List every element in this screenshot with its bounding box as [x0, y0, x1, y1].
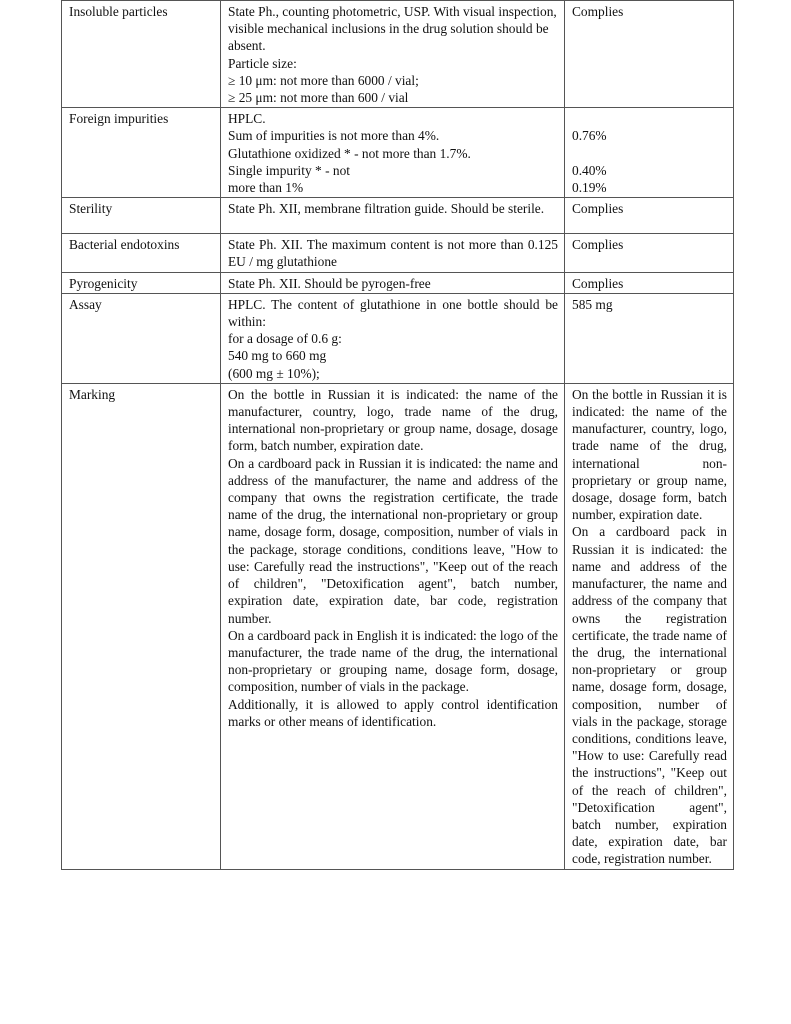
method-line: (600 mg ± 10%);	[228, 365, 320, 381]
method-cell	[221, 198, 565, 234]
result-cell	[565, 1, 734, 108]
table-row	[62, 234, 734, 272]
table-row	[62, 383, 734, 869]
specification-table	[61, 0, 734, 870]
result-cell	[565, 108, 734, 198]
result-cell	[565, 198, 734, 234]
result-paragraph: On a cardboard pack in Russian it is indicated: the name and address of the manufacturer, the name and address of the company that owns the registration certificate, the trade name of the drug, the international non-proprietary or group name, dosage form, dosage, composition, number of vials in the package, storage conditions, conditions leave, "How to use: Carefully read the instructions", "Keep out of the reach of children", "Detoxification agent", batch number, expiration date, expiration date, bar code, registration number.	[572, 524, 727, 867]
method-paragraph: On a cardboard pack in Russian it is indicated: the name and address of the manufacturer, the name and address of the company that owns the registration certificate, the trade name of the drug, the international non-proprietary or group name, dosage form, dosage, composition, number of vials in the package, storage conditions, conditions leave, "How to use: Carefully read the instructions", "Keep out of the reach of children", "Detoxification agent", batch number, expiration date, expiration date, bar code, registration number.	[228, 455, 558, 626]
indicator-cell	[62, 198, 221, 234]
indicator-label: Assay	[69, 296, 102, 312]
result-value: Complies	[572, 237, 624, 253]
method-cell	[221, 1, 565, 108]
result-value: Complies	[572, 201, 624, 217]
method-line: Particle size:	[228, 55, 297, 71]
result-value: Complies	[572, 275, 624, 291]
method-cell	[221, 383, 565, 869]
table-row	[62, 108, 734, 198]
table-row	[62, 293, 734, 383]
result-paragraph: On the bottle in Russian it is indicated: the name of the manufacturer, country, logo, trade name of the drug, international non-proprietary or group name, dosage, dosage form, batch number, expiration date.	[572, 386, 727, 523]
method-line: State Ph., counting photometric, USP. With visual inspection, visible mechanical inclusions in the drug solution should be absent.	[228, 4, 557, 54]
indicator-label: Pyrogenicity	[69, 275, 138, 291]
table-row	[62, 1, 734, 108]
method-paragraph: Additionally, it is allowed to apply control identification marks or other means of identification.	[228, 696, 558, 729]
method-cell	[221, 108, 565, 198]
method-line: HPLC.	[228, 111, 266, 127]
method-paragraph: On the bottle in Russian it is indicated: the name of the manufacturer, country, logo, trade name of the drug, international non-proprietary or group name, dosage, dosage form, batch number, expiration date.	[228, 386, 558, 454]
indicator-cell	[62, 234, 221, 272]
method-line: ≥ 25 μm: not more than 600 / vial	[228, 90, 409, 106]
result-cell	[565, 383, 734, 869]
result-cell	[565, 293, 734, 383]
method-line: HPLC. The content of glutathione in one bottle should be within:	[228, 296, 558, 330]
method-line: more than 1%	[228, 180, 304, 196]
method-line: ≥ 10 μm: not more than 6000 / vial;	[228, 72, 419, 88]
indicator-label: Insoluble particles	[69, 4, 168, 19]
method-line: State Ph. XII. The maximum content is not more than 0.125 EU / mg glutathione	[228, 237, 558, 270]
indicator-cell	[62, 108, 221, 198]
method-paragraph: On a cardboard pack in English it is indicated: the logo of the manufacturer, the trade name of the drug, the international non-proprietary or grouping name, dosage form, dosage, composition, number of vials in the package.	[228, 627, 558, 695]
indicator-cell	[62, 383, 221, 869]
result-cell	[565, 272, 734, 293]
indicator-cell	[62, 1, 221, 108]
method-line: State Ph. XII, membrane filtration guide. Should be sterile.	[228, 201, 545, 217]
indicator-label: Marking	[69, 386, 116, 402]
indicator-cell	[62, 272, 221, 293]
result-value: 0.19%	[572, 180, 607, 195]
method-cell	[221, 272, 565, 293]
result-value: Complies	[572, 4, 624, 19]
method-line: Single impurity * - not	[228, 162, 350, 178]
method-cell	[221, 234, 565, 272]
method-line: for a dosage of 0.6 g:	[228, 331, 342, 347]
method-line: Sum of impurities is not more than 4%.	[228, 128, 440, 144]
result-value: 585 mg	[572, 296, 613, 312]
method-cell	[221, 293, 565, 383]
method-line: Glutathione oxidized * - not more than 1.7%.	[228, 145, 471, 161]
indicator-label: Foreign impurities	[69, 111, 169, 127]
result-value: 0.76%	[572, 128, 607, 144]
table-row	[62, 198, 734, 234]
method-line: State Ph. XII. Should be pyrogen-free	[228, 275, 431, 291]
result-value: 0.40%	[572, 162, 607, 178]
indicator-label: Bacterial endotoxins	[69, 237, 180, 253]
result-cell	[565, 234, 734, 272]
table-row	[62, 272, 734, 293]
method-line: 540 mg to 660 mg	[228, 348, 327, 364]
indicator-cell	[62, 293, 221, 383]
indicator-label: Sterility	[69, 201, 113, 217]
